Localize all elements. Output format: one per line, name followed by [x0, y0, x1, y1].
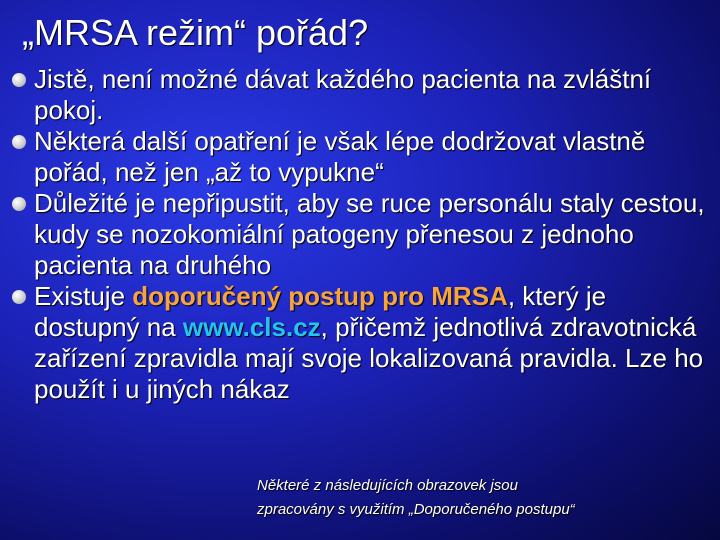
bullet-text-1: Jistě, není možné dávat každého pacienta na zvláštní pokoj.: [34, 64, 652, 125]
highlight-mrsa-guideline: doporučený postup pro MRSA: [132, 281, 508, 311]
bullet-text-4b: , který je dostupný na: [34, 281, 607, 342]
bullet-text-4c: , přičemž jednotlivá zdravotnická zařízení zpravidla mají svoje lokalizovaná pravidla. Lze ho použít i u jiných nákaz: [34, 312, 704, 404]
bullet-dot-icon: [12, 73, 26, 87]
slide-title: „MRSA režim“ pořád?: [22, 12, 369, 53]
bullet-dot-icon: [12, 197, 26, 211]
footnote-line-2: zpracovány s využitím „Doporučeného postupu“: [257, 501, 575, 518]
footnote: [257, 474, 707, 522]
cls-link[interactable]: www.cls.cz: [182, 312, 321, 342]
bullet-item-1: [12, 64, 712, 126]
bullet-text-2: Některá další opatření je však lépe dodržovat vlastně pořád, než jen „až to vypukne“: [34, 126, 646, 187]
bullet-list: [12, 64, 712, 405]
bullet-item-2: [12, 126, 712, 188]
bullet-text-3: Důležité je nepřipustit, aby se ruce personálu staly cestou, kudy se nozokomiální patogeny přenesou z jednoho pacienta na druhého: [34, 188, 705, 280]
bullet-dot-icon: [12, 290, 26, 304]
bullet-item-3: [12, 188, 712, 281]
bullet-text-4a: Existuje: [34, 281, 133, 311]
footnote-line-1: Některé z následujících obrazovek jsou: [257, 477, 518, 494]
bullet-dot-icon: [12, 135, 26, 149]
bullet-item-4: [12, 281, 712, 405]
